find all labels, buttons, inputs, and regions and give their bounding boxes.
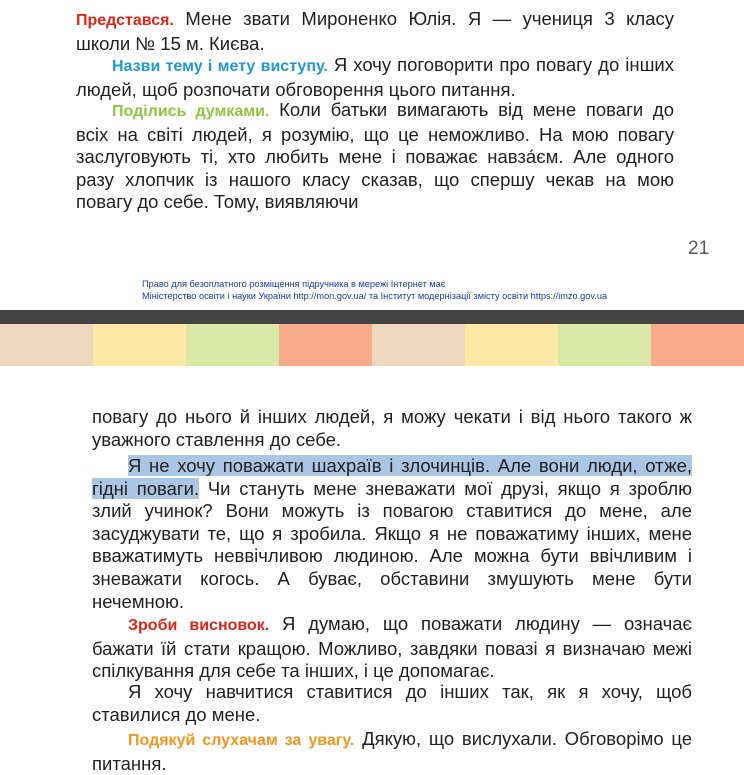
- step-label-share-thoughts: Поділись думками.: [112, 103, 270, 120]
- page-separator: [0, 310, 744, 324]
- color-band-segment: [279, 324, 372, 366]
- copyright-notice-line: Міністерство освіти і науки України http://mon.gov.ua/ та Інститут модернізації змісту освіти https://imzo.gov.ua: [142, 291, 608, 301]
- color-band-segment: [558, 324, 651, 366]
- thanks-paragraph: [92, 728, 692, 775]
- argument-paragraph: [92, 455, 692, 613]
- topic-paragraph: [76, 54, 674, 101]
- color-band: [0, 324, 744, 366]
- color-band-segment: [651, 324, 744, 366]
- paragraph-text: Я хочу поговорити про повагу до інших людей, щоб розпочати обговорення цього питання.: [76, 54, 674, 100]
- intro-paragraph: [76, 8, 674, 55]
- step-label-thanks: Подякуй слухачам за увагу.: [128, 732, 355, 749]
- thoughts-paragraph: [76, 99, 674, 214]
- paragraph-text: Дякую, що вислухали. Обговорімо це питання.: [92, 728, 692, 774]
- color-band-segment: [186, 324, 279, 366]
- color-band-segment: [372, 324, 465, 366]
- page-number: 21: [688, 238, 710, 259]
- paragraph-text: Я думаю, що поважати людину — означає бажати їй стати кращою. Можливо, завдяки повазі я визначаю межі спілкування для себе та інших, і це допомагає.: [92, 613, 692, 682]
- color-band-segment: [465, 324, 558, 366]
- continuation-paragraph: повагу до нього й інших людей, я можу чекати і від нього такого ж уважного ставлення до себе.: [92, 406, 692, 450]
- paragraph-text: Коли батьки вимагають від мене поваги до всіх на світі людей, я розумію, що це неможливо. На мою повагу заслуговують ті, хто любить мене і поважає навзáєм. Але одного разу хлопчик із нашого класу сказав, що спершу чекав на мою повагу до себе. Тому, виявляючи: [76, 99, 674, 213]
- step-label-conclusion: Зроби висновок.: [128, 617, 270, 634]
- copyright-notice: [142, 278, 607, 302]
- paragraph-text: Чи стануть мене зневажати мої друзі, якщо я зроблю злий учинок? Вони можуть із повагою ставитися до мене, але засуджувати те, що я зробила. Якщо я не поважатиму інших, мене вважатимуть неввічливою людиною. Але можна бути ввічливим і зневажати когось. А буває, обставини змушують мене бути нечемною.: [92, 477, 692, 612]
- color-band-segment: [0, 324, 93, 366]
- wish-paragraph: Я хочу навчитися ставитися до інших так, як я хочу, щоб ставилися до мене.: [92, 681, 692, 725]
- copyright-notice-line: Право для безоплатного розміщення підручника в мережі Інтернет має: [142, 279, 446, 289]
- step-label-topic: Назви тему і мету виступу.: [112, 58, 328, 75]
- color-band-segment: [93, 324, 186, 366]
- highlighted-text[interactable]: Я не хочу поважати шахраїв і злочинців. Але вони люди, отже, гідні поваги.: [92, 455, 692, 499]
- conclusion-paragraph: [92, 613, 692, 683]
- paragraph-text: Мене звати Мироненко Юлія. Я — учениця 3 класу школи № 15 м. Києва.: [76, 8, 674, 54]
- step-label-introduce: Представся.: [76, 12, 174, 29]
